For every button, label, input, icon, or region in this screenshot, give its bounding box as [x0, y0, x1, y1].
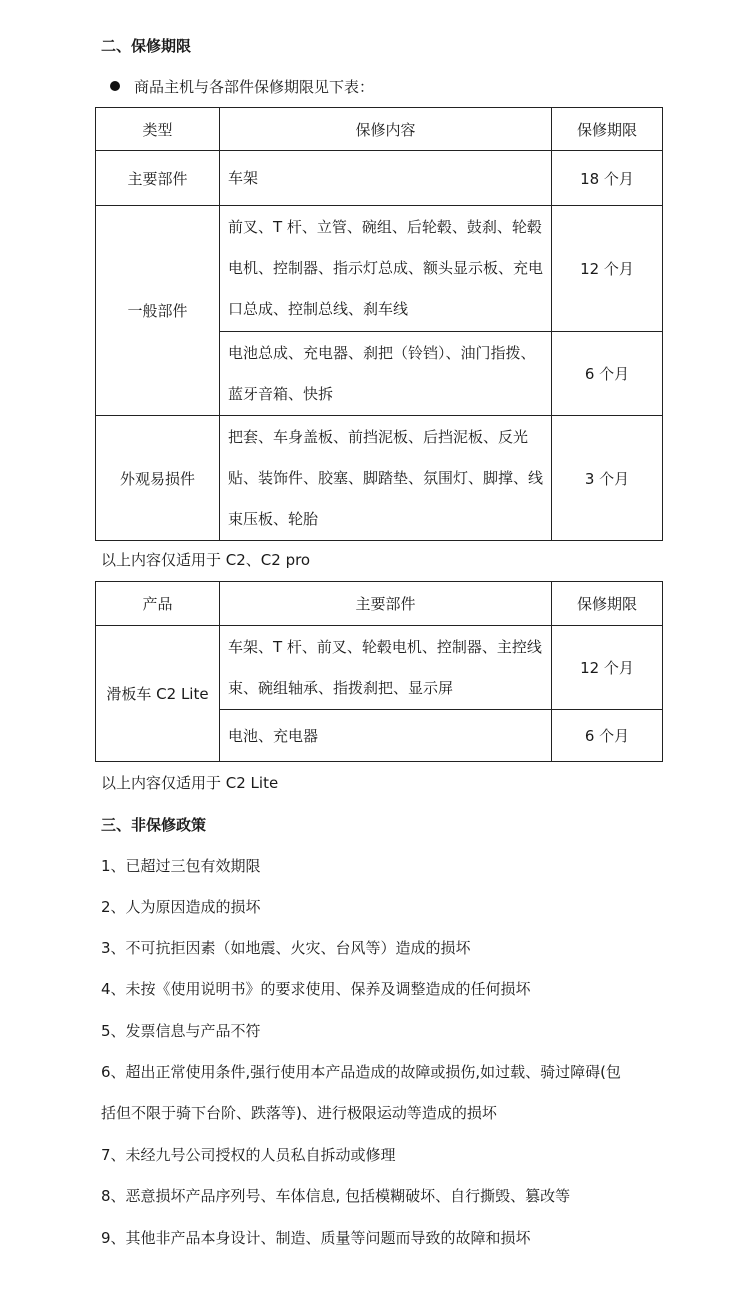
content-cell: 车架 [220, 151, 552, 206]
category-cell: 主要部件 [96, 151, 220, 206]
category-cell: 一般部件 [96, 206, 220, 416]
content-cell: 电池、充电器 [220, 710, 552, 762]
policy-item: 4、未按《使用说明书》的要求使用、保养及调整造成的任何损坏 [101, 980, 531, 998]
policy-item: 1、已超过三包有效期限 [101, 857, 261, 875]
header-cell: 主要部件 [220, 582, 552, 626]
policy-item: 3、不可抗拒因素（如地震、火灾、台风等）造成的损坏 [101, 939, 471, 957]
period-cell: 6 个月 [552, 332, 663, 416]
policy-item: 7、未经九号公司授权的人员私自拆动或修理 [101, 1146, 396, 1164]
policy-item: 5、发票信息与产品不符 [101, 1022, 261, 1040]
category-cell: 外观易损件 [96, 416, 220, 541]
table2-note: 以上内容仅适用于 C2 Lite [101, 774, 279, 792]
period-cell: 6 个月 [552, 710, 663, 762]
policy-item: 2、人为原因造成的损坏 [101, 898, 261, 916]
header-cell: 类型 [96, 108, 220, 151]
period-cell: 3 个月 [552, 416, 663, 541]
policy-item: 8、恶意损坏产品序列号、车体信息, 包括模糊破坏、自行撕毁、篡改等 [101, 1187, 571, 1205]
policy-item: 9、其他非产品本身设计、制造、质量等问题而导致的故障和损坏 [101, 1229, 531, 1247]
table1-note: 以上内容仅适用于 C2、C2 pro [101, 551, 311, 569]
content-cell: 把套、车身盖板、前挡泥板、后挡泥板、反光贴、装饰件、胶塞、脚踏垫、氛围灯、脚撑、线束压板、轮胎 [220, 416, 552, 541]
content-cell: 前叉、T 杆、立管、碗组、后轮毂、鼓刹、轮毂电机、控制器、指示灯总成、额头显示板、充电口总成、控制总线、刹车线 [220, 206, 552, 332]
category-cell: 滑板车 C2 Lite [96, 626, 220, 762]
table-header-row [96, 582, 663, 626]
content-cell: 电池总成、充电器、刹把（铃铛）、油门指拨、蓝牙音箱、快拆 [220, 332, 552, 416]
policy-item: 6、超出正常使用条件,强行使用本产品造成的故障或损伤,如过载、骑过障碍(包 [101, 1063, 621, 1081]
table-header-row [96, 108, 663, 151]
period-cell: 12 个月 [552, 626, 663, 710]
bullet-icon [110, 81, 120, 91]
table-row [96, 416, 663, 541]
section2-intro-line [110, 76, 374, 98]
policy-item-continued: 括但不限于骑下台阶、跌落等)、进行极限运动等造成的损坏 [101, 1104, 497, 1122]
period-cell: 18 个月 [552, 151, 663, 206]
table-row [96, 151, 663, 206]
table-row [96, 626, 663, 710]
section2-intro: 商品主机与各部件保修期限见下表： [134, 78, 375, 96]
lite-warranty-table [95, 581, 663, 762]
table-row [96, 206, 663, 332]
header-cell: 产品 [96, 582, 220, 626]
content-cell: 车架、T 杆、前叉、轮毂电机、控制器、主控线束、碗组轴承、指拨刹把、显示屏 [220, 626, 552, 710]
header-cell: 保修期限 [552, 108, 663, 151]
header-cell: 保修内容 [220, 108, 552, 151]
period-cell: 12 个月 [552, 206, 663, 332]
section2-title: 二、保修期限 [101, 37, 192, 55]
section3-title: 三、非保修政策 [101, 816, 207, 834]
warranty-table [95, 107, 663, 541]
header-cell: 保修期限 [552, 582, 663, 626]
